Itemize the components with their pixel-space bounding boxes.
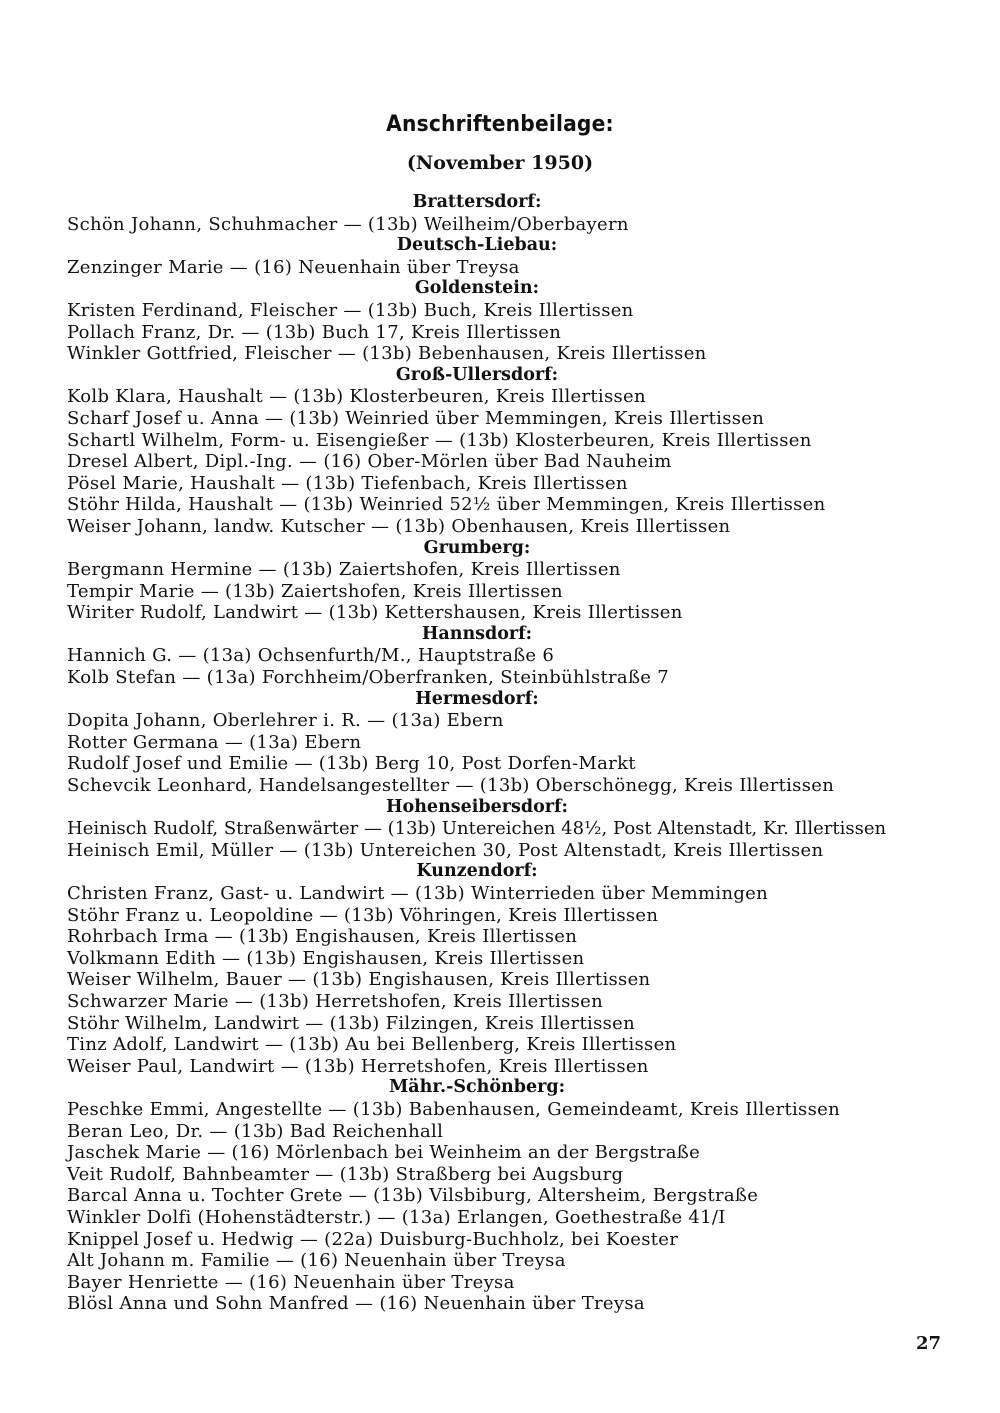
address-entry: Weiser Paul, Landwirt — (13b) Herretshofen, Kreis Illertissen — [67, 1055, 649, 1077]
page-subtitle: (November 1950) — [406, 152, 594, 174]
address-entry: Zenzinger Marie — (16) Neuenhain über Treysa — [67, 256, 520, 278]
address-entry: Kolb Klara, Haushalt — (13b) Klosterbeuren, Kreis Illertissen — [67, 386, 646, 408]
section-heading: Mähr.-Schönberg: — [388, 1077, 566, 1098]
address-entry: Winkler Dolfi (Hohenstädterstr.) — (13a) Erlangen, Goethestraße 41/I — [67, 1206, 726, 1228]
address-entry: Knippel Josef u. Hedwig — (22a) Duisburg-Buchholz, bei Koester — [67, 1228, 679, 1250]
address-entry: Schevcik Leonhard, Handelsangestellter — (13b) Oberschönegg, Kreis Illertissen — [67, 775, 835, 797]
address-entry: Heinisch Rudolf, Straßenwärter — (13b) Untereichen 48½, Post Altenstadt, Kr. Illertissen — [67, 818, 887, 840]
address-entry: Stöhr Franz u. Leopoldine — (13b) Vöhringen, Kreis Illertissen — [67, 904, 659, 926]
address-entry: Scharf Josef u. Anna — (13b) Weinried über Memmingen, Kreis Illertissen — [67, 407, 765, 429]
address-entry: Schwarzer Marie — (13b) Herretshofen, Kreis Illertissen — [67, 990, 603, 1012]
section-heading: Hohenseibersdorf: — [386, 796, 568, 817]
address-entry: Weiser Johann, landw. Kutscher — (13b) Obenhausen, Kreis Illertissen — [67, 515, 731, 537]
address-entry: Tempir Marie — (13b) Zaiertshofen, Kreis Illertissen — [67, 580, 563, 602]
page-number: 27 — [916, 1333, 942, 1354]
section-heading: Hannsdorf: — [421, 623, 533, 644]
address-entry: Bergmann Hermine — (13b) Zaiertshofen, Kreis Illertissen — [67, 559, 621, 581]
address-entry: Jaschek Marie — (16) Mörlenbach bei Weinheim an der Bergstraße — [67, 1142, 701, 1164]
address-entry: Pösel Marie, Haushalt — (13b) Tiefenbach, Kreis Illertissen — [67, 472, 628, 494]
section-heading: Groß-Ullersdorf: — [395, 364, 559, 385]
address-entry: Peschke Emmi, Angestellte — (13b) Babenhausen, Gemeindeamt, Kreis Illertissen — [67, 1098, 840, 1120]
section-heading: Deutsch-Liebau: — [396, 235, 558, 256]
address-entry: Weiser Wilhelm, Bauer — (13b) Engishausen, Kreis Illertissen — [67, 969, 651, 991]
address-entry: Beran Leo, Dr. — (13b) Bad Reichenhall — [67, 1120, 444, 1142]
address-entry: Kristen Ferdinand, Fleischer — (13b) Buch, Kreis Illertissen — [67, 299, 634, 321]
address-entry: Christen Franz, Gast- u. Landwirt — (13b) Winterrieden über Memmingen — [67, 883, 769, 904]
address-entry: Veit Rudolf, Bahnbeamter — (13b) Straßberg bei Augsburg — [67, 1163, 624, 1185]
address-entry: Winkler Gottfried, Fleischer — (13b) Bebenhausen, Kreis Illertissen — [67, 343, 707, 365]
address-entry: Pollach Franz, Dr. — (13b) Buch 17, Kreis Illertissen — [67, 321, 562, 343]
section-heading: Hermesdorf: — [415, 688, 539, 709]
address-entry: Dresel Albert, Dipl.-Ing. — (16) Ober-Mörlen über Bad Nauheim — [67, 451, 672, 473]
address-entry: Schön Johann, Schuhmacher — (13b) Weilheim/Oberbayern — [67, 213, 629, 235]
address-list — [67, 192, 947, 1315]
address-entry: Hannich G. — (13a) Ochsenfurth/M., Hauptstraße 6 — [67, 645, 555, 667]
address-entry: Blösl Anna und Sohn Manfred — (16) Neuenhain über Treysa — [67, 1293, 645, 1315]
address-entry: Alt Johann m. Familie — (16) Neuenhain über Treysa — [67, 1250, 566, 1272]
address-entry: Dopita Johann, Oberlehrer i. R. — (13a) Ebern — [67, 710, 504, 732]
section-heading: Brattersdorf: — [412, 192, 542, 212]
section-heading: Kunzendorf: — [416, 861, 538, 882]
section-heading: Grumberg: — [423, 537, 531, 558]
page-title: Anschriftenbeilage: — [386, 112, 614, 137]
address-entry: Rohrbach Irma — (13b) Engishausen, Kreis Illertissen — [67, 926, 578, 948]
address-entry: Stöhr Wilhelm, Landwirt — (13b) Filzingen, Kreis Illertissen — [67, 1012, 636, 1034]
address-entry: Kolb Stefan — (13a) Forchheim/Oberfranken, Steinbühlstraße 7 — [67, 667, 670, 689]
address-entry: Tinz Adolf, Landwirt — (13b) Au bei Bellenberg, Kreis Illertissen — [67, 1034, 677, 1056]
address-entry: Stöhr Hilda, Haushalt — (13b) Weinried 52½ über Memmingen, Kreis Illertissen — [67, 494, 826, 516]
address-entry: Rudolf Josef und Emilie — (13b) Berg 10, Post Dorfen-Markt — [67, 753, 636, 775]
address-entry: Volkmann Edith — (13b) Engishausen, Kreis Illertissen — [67, 947, 585, 969]
address-entry: Heinisch Emil, Müller — (13b) Untereichen 30, Post Altenstadt, Kreis Illertissen — [67, 839, 824, 861]
address-entry: Schartl Wilhelm, Form- u. Eisengießer — (13b) Klosterbeuren, Kreis Illertissen — [67, 429, 812, 451]
address-entry: Bayer Henriette — (16) Neuenhain über Treysa — [67, 1271, 515, 1293]
address-entry: Rotter Germana — (13a) Ebern — [67, 731, 362, 753]
section-heading: Goldenstein: — [414, 278, 540, 299]
address-entry: Wiriter Rudolf, Landwirt — (13b) Kettershausen, Kreis Illertissen — [67, 602, 683, 624]
address-entry: Barcal Anna u. Tochter Grete — (13b) Vilsbiburg, Altersheim, Bergstraße — [67, 1185, 759, 1207]
